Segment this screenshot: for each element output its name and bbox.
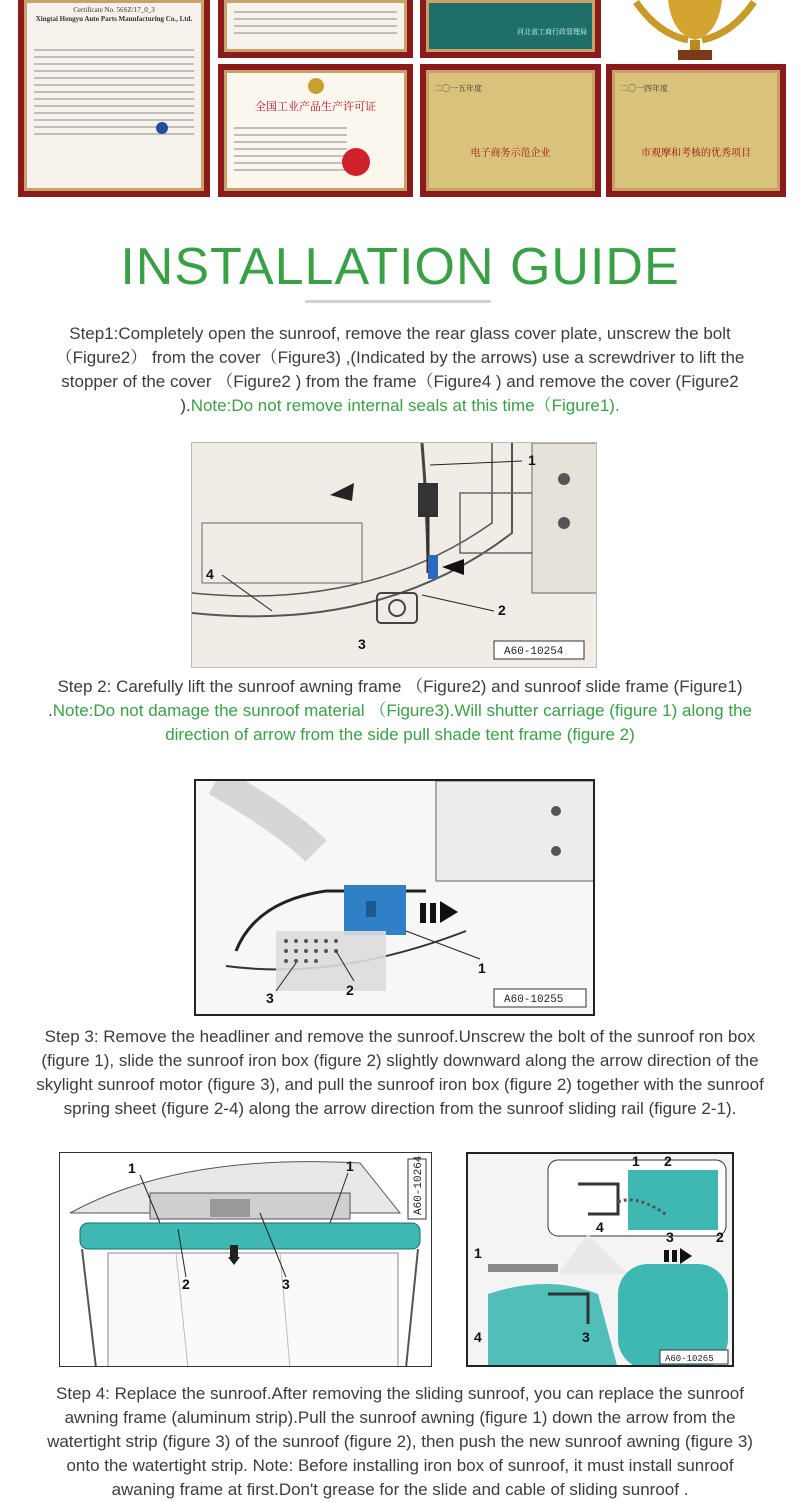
certificate-production-license bbox=[218, 64, 413, 197]
figure-label: 1 bbox=[474, 1245, 482, 1261]
step-2-text: Step 2: Carefully lift the sunroof awning frame （Figure2) and sunroof slide frame (Figure1) . bbox=[48, 677, 743, 720]
figure-label: 3 bbox=[582, 1329, 590, 1345]
figure-step-2 bbox=[194, 779, 595, 1016]
figure-label: 4 bbox=[206, 566, 214, 582]
figure-label: 3 bbox=[666, 1229, 674, 1245]
figure-step-1 bbox=[191, 442, 597, 668]
certificate-website bbox=[218, 0, 413, 58]
certificates-banner bbox=[0, 0, 800, 200]
step-1 bbox=[36, 322, 764, 418]
figure-label: 3 bbox=[266, 990, 274, 1006]
step-2-note: Note:Do not damage the sunroof material （Figure3).Will shutter carriage (figure 1) along the direction of arrow from the side pull shade tent frame (figure 2) bbox=[52, 701, 752, 744]
certificate-project bbox=[606, 64, 786, 197]
figure-step-3-right bbox=[466, 1152, 734, 1367]
step-4-text: Step 4: Replace the sunroof.After removing the sliding sunroof, you can replace the sunroof awning frame (aluminum strip).Pull the sunroof awning (figure 1) down the arrow from the watertight strip (figure 3) of the sunroof (figure 2), then push the new sunroof awning (figure 3) onto the watertight strip. Note: Before installing iron box of sunroof, it must install sunroof awaning frame at first.Don't grease for the slide and cable of sliding sunroof . bbox=[47, 1384, 753, 1499]
figure-label: 2 bbox=[346, 982, 354, 998]
step-3 bbox=[36, 1025, 764, 1121]
trophy-icon bbox=[606, 0, 784, 60]
award-year: 二〇一四年度 bbox=[620, 84, 668, 93]
figure-label: 1 bbox=[632, 1154, 640, 1169]
figure-label: 3 bbox=[358, 636, 366, 652]
step-1-note: Note:Do not remove internal seals at this time（Figure1). bbox=[190, 396, 620, 415]
title-divider bbox=[305, 300, 491, 303]
figure-code: A60-10254 bbox=[504, 646, 564, 658]
figure-label: 1 bbox=[128, 1160, 136, 1176]
step-3-text: Step 3: Remove the headliner and remove the sunroof.Unscrew the bolt of the sunroof ron box (figure 1), slide the sunroof iron box (figure 2) slightly downward along the arrow direction of the skylight sunroof motor (figure 3), and pull the sunroof iron box (figure 2) together with the sunroof spring sheet (figure 2-4) along the arrow direction from the sunroof sliding rail (figure 2-1). bbox=[36, 1027, 764, 1118]
figure-label: 4 bbox=[474, 1329, 482, 1345]
certificate-issuer: 河北省工商行政管理局 bbox=[517, 28, 587, 36]
trophy-image bbox=[606, 0, 784, 60]
figure-label: 2 bbox=[664, 1154, 672, 1169]
step-1-text: Step1:Completely open the sunroof, remove the rear glass cover plate, unscrew the bolt（Figure2） from the cover（Figure3) ,(Indicated by the arrows) use a screwdriver to lift the stopper of the cover （Figure2 ) from the frame（Figure4 ) and remove the cover (Figure2 ). bbox=[55, 324, 745, 415]
certificate-number: Certificate No. 56SZ/17_0_3 bbox=[73, 6, 155, 14]
award-year: 二〇一五年度 bbox=[434, 84, 482, 93]
figure-label: 3 bbox=[282, 1276, 290, 1292]
figure-label: 1 bbox=[346, 1158, 354, 1174]
figure-label: 1 bbox=[478, 960, 486, 976]
certificate-company: Xingtai Hengyu Auto Parts Manufacturing Co., Ltd. bbox=[35, 15, 193, 23]
certificate-trade-bureau bbox=[420, 0, 601, 58]
figure-step-3-left bbox=[59, 1152, 432, 1367]
figure-code: A60-10264 bbox=[413, 1155, 425, 1215]
certificate-iso bbox=[18, 0, 210, 197]
award-title: 电子商务示范企业 bbox=[470, 148, 551, 159]
page-title: INSTALLATION GUIDE bbox=[120, 238, 680, 296]
license-title: 全国工业产品生产许可证 bbox=[255, 101, 376, 113]
figure-label: 1 bbox=[528, 452, 536, 468]
figure-label: 2 bbox=[182, 1276, 190, 1292]
figure-code: A60-10255 bbox=[504, 994, 564, 1006]
certificate-ecommerce bbox=[420, 64, 601, 197]
award-title: 市观摩和考核的优秀项目 bbox=[641, 148, 751, 159]
step-4 bbox=[36, 1382, 764, 1502]
figure-label: 2 bbox=[498, 602, 506, 618]
figure-label: 2 bbox=[716, 1229, 724, 1245]
figure-label: 4 bbox=[596, 1219, 604, 1235]
step-2 bbox=[36, 675, 764, 747]
figure-code: A60-10265 bbox=[665, 1354, 714, 1364]
